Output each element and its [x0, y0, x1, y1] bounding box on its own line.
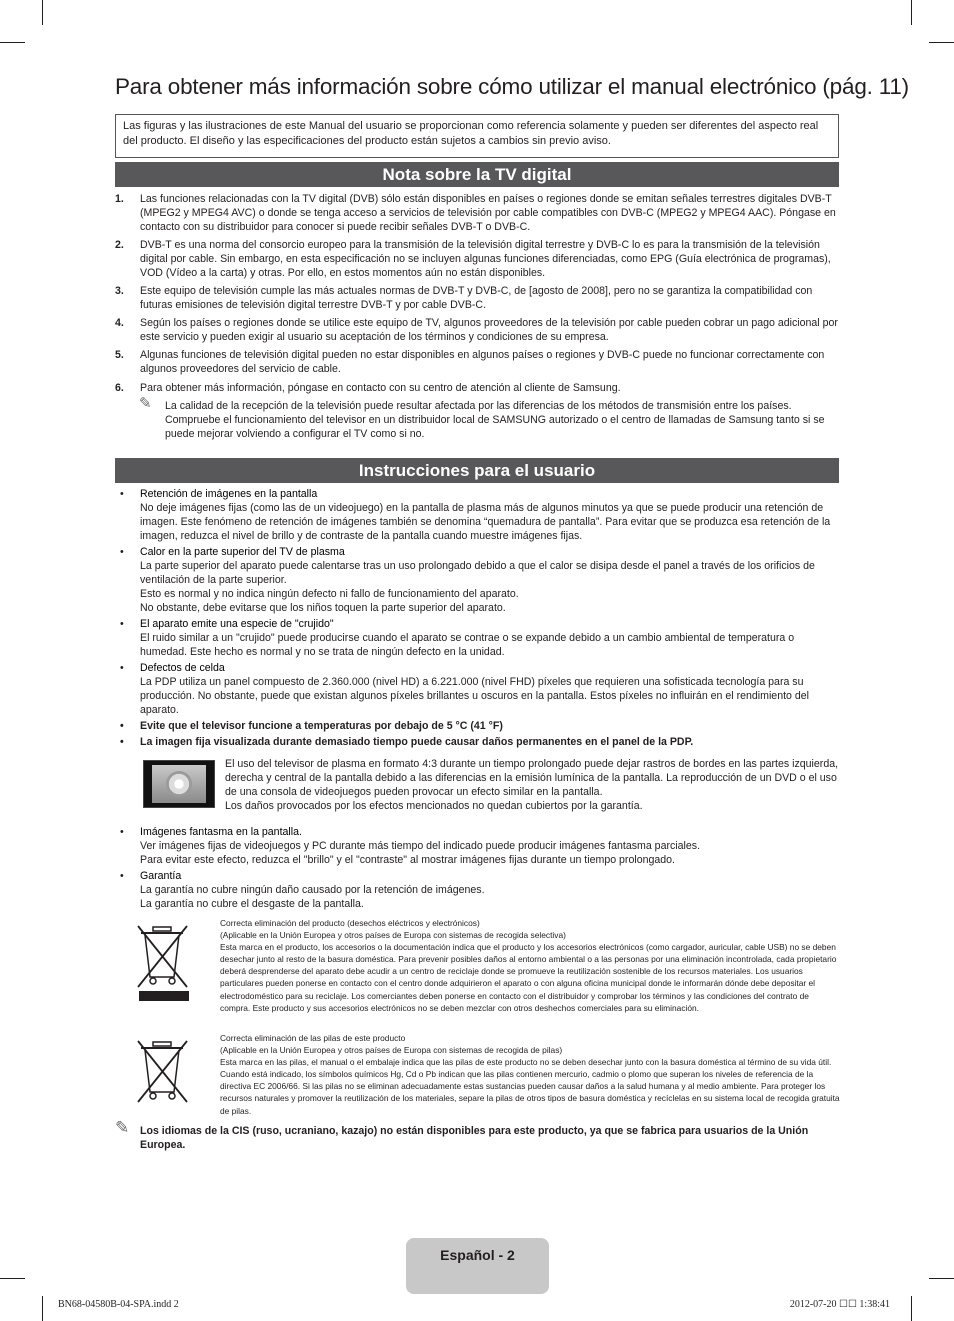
item-text: La PDP utiliza un panel compuesto de 2.360.000 (nivel HD) a 6.221.000 (nivel FHD) píxeles que requieren una sofisticada tecnología para su producción. No obstante, puede que existan algunos píxeles brillantes u oscuros en la pantalla. Estos píxeles no influirán en el rendimiento del aparato.: [140, 675, 810, 716]
item-text: No deje imágenes fijas (como las de un videojuego) en la pantalla de plasma más de algunos minutos ya que se puede producir una retención de imagen. Este fenómeno de retención de imágenes también se denomina “quemadura de pantalla”. Para evitar que se produzca esa retención de la imagen, reduzca el nivel de brillo y de contraste de la pantalla cuando muestre imágenes fijas.: [140, 501, 831, 542]
crop-mark: [929, 42, 954, 43]
list-item: [115, 239, 839, 280]
list-item: [115, 382, 839, 396]
item-number: 3.: [115, 284, 124, 297]
cis-note-text: Los idiomas de la CIS (ruso, ucraniano, kazajo) no están disponibles para este producto, ya que se fabrica para usuarios de la Unión Europea.: [140, 1125, 809, 1151]
crop-mark: [42, 1296, 43, 1321]
item-heading: Defectos de celda: [140, 662, 225, 675]
item-text: Para obtener más información, póngase en contacto con su centro de atención al cliente de Samsung.: [140, 381, 621, 394]
page-number: Español - 2: [440, 1247, 515, 1263]
crop-mark: [929, 1278, 954, 1279]
item-text: Esto es normal y no indica ningún defecto ni fallo de funcionamiento del aparato.: [140, 587, 519, 600]
section-heading-digital-tv: Nota sobre la TV digital: [115, 162, 839, 187]
item-text: Algunas funciones de televisión digital pueden no estar disponibles en algunos países o regiones y DVB-C puede no funcionar correctamente con algunos proveedores del servicio de cable.: [140, 349, 825, 376]
crossed-bin-battery-icon: [135, 1038, 191, 1106]
tv-screen-icon: [143, 760, 215, 808]
list-item: [115, 826, 839, 868]
note-text: La calidad de la recepción de la televisión puede resultar afectada por las diferencias de los métodos de transmisión entre los países. Compruebe el funcionamiento del televisor en un distribuidor local de SAMSUNG autorizado o el centro de llamadas de Samsung tanto si se puede mejorar volviendo a configurar el TV como si no.: [165, 399, 825, 440]
item-text: No obstante, debe evitarse que los niños toquen la parte superior del aparato.: [140, 601, 506, 614]
item-text: Según los países o regiones donde se utilice este equipo de TV, algunos proveedores de la televisión por cable pueden cobrar un pago adicional por este servicio y pueden exigir al usuario su aceptación de los términos y condiciones de su empresa.: [140, 317, 838, 343]
item-text: Este equipo de televisión cumple las más actuales normas de DVB-T y DVB-C, de [agosto de 2008], pero no se garantiza la compatibilidad con futuras emisiones de televisión digital terrestre DVB-T y por cable DVB-C.: [140, 284, 813, 311]
item-heading: El aparato emite una especie de "crujido": [140, 617, 334, 630]
page-number-tab: [406, 1238, 549, 1294]
weee-product-block: [115, 917, 839, 1027]
bullet-icon: •: [120, 488, 124, 500]
weee-body: Esta marca en el producto, los accesorios o la documentación indica que el producto y los accesorios electrónicos (como cargador, auricular, cable USB) no se deben desechar junto al resto de la basura doméstica. Para prevenir posibles daños al entorno ambiental o a las personas por una eliminación incontrolada, cada propietario deberá desprenderse del aparato debe acudir a un centro de reciclaje donde se promueve la reutilización sostenible de los recursos materiales. Los usuarios particulares pueden ponerse en contacto con el centro donde adquirieron el aparato o con alguna oficina municipal donde le informarán dónde debe depositar el electrodoméstico para su reciclaje. Los comerciantes deben ponerse en contacto con el distribuidor y comprobar los términos y las condiciones del contrato de compra. Este producto y sus accesorios electrónicos no se deben mezclar con otros deshechos comerciales para su eliminación.: [220, 942, 837, 1013]
tv-43-note: [115, 758, 839, 818]
weee-title: Correcta eliminación del producto (desechos eléctricos y electrónicos): [220, 918, 480, 928]
bullet-icon: •: [120, 546, 124, 559]
battery-title: Correcta eliminación de las pilas de este producto: [220, 1033, 406, 1043]
item-number: 6.: [115, 381, 124, 394]
bullet-icon: •: [120, 720, 124, 733]
list-item: [115, 349, 839, 377]
list-item: [115, 720, 839, 734]
user-instructions-list: [115, 488, 839, 914]
list-item: [115, 546, 839, 616]
item-number: 2.: [115, 238, 124, 251]
battery-body: Esta marca en las pilas, el manual o el embalaje indica que las pilas de este producto no se deben desechar junto con la basura doméstica al término de su vida útil. Cuando está indicado, los símbolos químicos Hg, Cd o Pb indican que las pilas contienen mercurio, cadmio o plomo que superan los niveles de referencia de la directiva EC 2006/66. Si las pilas no se eliminan adecuadamente estas sustancias pueden causar daños a la salud humana y al medio ambiente. Para proteger los recursos naturales y promover la reutilización de los materiales, separe la pilas de otros tipos de basura doméstica y recíclelas en su sistema local de recogida gratuita de pilas.: [220, 1057, 840, 1116]
item-number: 5.: [115, 349, 124, 362]
weee-battery-block: [115, 1032, 839, 1118]
crop-mark: [911, 1296, 912, 1321]
crossed-bin-icon: [135, 923, 191, 1003]
item-text: Las funciones relacionadas con la TV digital (DVB) sólo están disponibles en países o regiones donde se emitan señales terrestres digitales DVB-T (MPEG2 y MPEG4 AVC) o donde se tenga acceso a servicios de televisión por cable compatibles con DVB-C (MPEG2 y MPEG4 AAC). Póngase en contacto con su distribuidor para conocer si puede recibir señales DVB-T o DVB-C.: [140, 193, 836, 233]
item-number: 4.: [115, 317, 124, 330]
weee-subtitle: (Aplicable en la Unión Europea y otros países de Europa con sistemas de recogida selectiva): [220, 930, 566, 941]
item-heading: Calor en la parte superior del TV de plasma: [140, 546, 345, 559]
item-heading: Retención de imágenes en la pantalla: [140, 488, 318, 500]
item-number: 1.: [115, 193, 124, 205]
crop-mark: [0, 42, 25, 43]
page-title: Para obtener más información sobre cómo utilizar el manual electrónico (pág. 11): [115, 74, 909, 99]
bullet-icon: •: [120, 826, 124, 839]
crop-mark: [42, 0, 43, 25]
footer-timestamp: 2012-07-20 ☐☐ 1:38:41: [789, 1299, 890, 1310]
cis-note: [115, 1118, 839, 1152]
battery-subtitle: (Aplicable en la Unión Europea y otros países de Europa con sistemas de recogida de pilas): [220, 1045, 563, 1056]
note-text: Los daños provocados por los efectos mencionados no quedan cubiertos por la garantía.: [225, 799, 643, 812]
list-item: [115, 736, 839, 750]
item-text: El ruido similar a un "crujido" puede producirse cuando el aparato se contrae o se expande debido a un cambio ambiental de temperatura o humedad. Este hecho es normal y no se trata de ningún defecto en la unidad.: [140, 631, 795, 658]
crop-mark: [0, 1278, 25, 1279]
list-item: [115, 193, 839, 234]
digital-tv-list: [115, 193, 839, 441]
notice-box: Las figuras y las ilustraciones de este Manual del usuario se proporcionan como referencia solamente y pueden ser diferentes del aspecto real del producto. El diseño y las especificaciones del producto están sujetos a cambios sin previo aviso.: [115, 114, 839, 158]
list-item: [115, 285, 839, 313]
item-text: Para evitar este efecto, reduzca el "brillo" y el "contraste" al mostrar imágenes fijas durante un tiempo prolongado.: [140, 854, 675, 867]
section-heading-user-instructions: Instrucciones para el usuario: [115, 458, 839, 483]
item-text: La garantía no cubre ningún daño causado por la retención de imágenes.: [140, 884, 485, 897]
crop-mark: [911, 0, 912, 25]
bullet-icon: •: [120, 617, 124, 630]
pencil-note-icon: ✎: [139, 394, 152, 412]
item-text: La parte superior del aparato puede calentarse tras un uso prolongado debido a que el calor se disipa desde el panel a través de los orificios de ventilación de la parte superior.: [140, 559, 815, 586]
item-text: DVB-T es una norma del consorcio europeo para la transmisión de la televisión digital terrestre y DVB-C lo es para la transmisión de la televisión digital por cable. Sin embargo, en esta especificación no se incluyen algunas funciones diferenciadas, como EPG (Guía electrónica de programas), VOD (Vídeo a la carta) y otras. Por ello, en estos momentos aún no están disponibles.: [140, 238, 831, 279]
list-item: [115, 870, 839, 912]
list-item: [115, 488, 839, 544]
item-heading: Imágenes fantasma en la pantalla.: [140, 826, 302, 839]
bullet-icon: •: [120, 870, 124, 883]
item-text: La imagen fija visualizada durante demasiado tiempo puede causar daños permanentes en el panel de la PDP.: [140, 736, 694, 749]
pencil-note-icon: ✎: [115, 1118, 130, 1137]
bullet-icon: •: [120, 662, 124, 675]
item-text: La garantía no cubre el desgaste de la pantalla.: [140, 898, 364, 911]
item-heading: Garantía: [140, 870, 182, 883]
bullet-icon: •: [120, 736, 124, 749]
list-item: [115, 317, 839, 345]
item-text: Evite que el televisor funcione a temperaturas por debajo de 5 °C (41 °F): [140, 720, 503, 733]
item-text: Ver imágenes fijas de videojuegos y PC durante más tiempo del indicado puede producir imágenes fantasma parciales.: [140, 840, 701, 853]
footer-file-info: BN68-04580B-04-SPA.indd 2: [58, 1299, 179, 1310]
note-text: El uso del televisor de plasma en formato 4:3 durante un tiempo prolongado puede dejar rastros de bordes en las partes izquierda, derecha y central de la pantalla debido a las diferencias en la emisión lumínica de la pantalla. La reproducción de un DVD o el uso de una consola de videojuegos pueden provocar un efecto similar en la pantalla.: [225, 758, 839, 799]
list-item: [115, 662, 839, 718]
list-item: [115, 618, 839, 660]
reception-note: [115, 394, 839, 441]
